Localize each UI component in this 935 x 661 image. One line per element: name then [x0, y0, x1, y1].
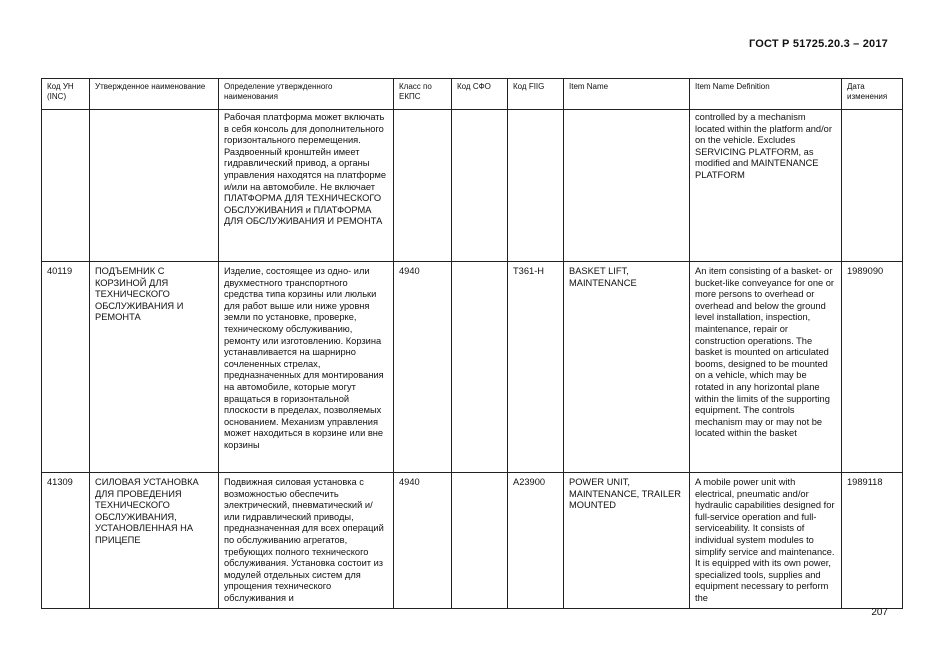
cell-approved-name: СИЛОВАЯ УСТАНОВКА ДЛЯ ПРОВЕДЕНИЯ ТЕХНИЧЕСКОГО ОБСЛУЖИВАНИЯ, УСТАНОВЛЕННАЯ НА ПРИЦЕПЕ: [90, 473, 219, 609]
document-standard-header: ГОСТ Р 51725.20.3 – 2017: [748, 38, 888, 50]
col-header-approved-name: Утвержденное наименование: [90, 79, 219, 110]
page-number: 207: [871, 607, 888, 618]
cell-change-date: 1989118: [842, 473, 903, 609]
col-header-item-name: Item Name: [564, 79, 690, 110]
cell-ekps-class: 4940: [394, 473, 452, 609]
cell-inc: 41309: [42, 473, 90, 609]
cell-item-name: POWER UNIT, MAINTENANCE, TRAILER MOUNTED: [564, 473, 690, 609]
col-header-inc: Код УН (INC): [42, 79, 90, 110]
cell-approved-name: [90, 110, 219, 262]
nomenclature-table: [41, 78, 903, 609]
cell-fiig-code: [508, 110, 564, 262]
cell-approved-name: ПОДЪЕМНИК С КОРЗИНОЙ ДЛЯ ТЕХНИЧЕСКОГО ОБСЛУЖИВАНИЯ И РЕМОНТА: [90, 262, 219, 473]
cell-item-name: [564, 110, 690, 262]
cell-definition-ru: Рабочая платформа может включать в себя консоль для дополнительного горизонтального перемещения. Раздвоенный кронштейн имеет гидравлический привод, а органы управления находятся на платформе и/или на автомобиле. Не включает ПЛАТФОРМА ДЛЯ ТЕХНИЧЕСКОГО ОБСЛУЖИВАНИЯ и ПЛАТФОРМА ДЛЯ ОБСЛУЖИВАНИЯ И РЕМОНТА: [219, 110, 394, 262]
cell-fiig-code: T361-H: [508, 262, 564, 473]
col-header-sfo-code: Код СФО: [452, 79, 508, 110]
cell-definition-ru: Подвижная силовая установка с возможностью обеспечить электрический, пневматический и/или гидравлический приводы, предназначенная для всех операций по обслуживанию агрегатов, требующих полного технического обслуживания. Установка состоит из модулей отдельных систем для упрощения технического обслуживания и: [219, 473, 394, 609]
table-header-row: [42, 79, 903, 110]
cell-sfo-code: [452, 473, 508, 609]
cell-definition-ru: Изделие, состоящее из одно- или двухместного транспортного средства типа корзины или люльки для работ выше или ниже уровня земли по установке, проверке, техническому обслуживанию, ремонту или изготовлению. Корзина устанавливается на шарнирно сочлененных стрелах, предназначенных для монтирования на автомобиле, которые могут вращаться в горизонтальной плоскости в пределах, позволяемых основанием. Механизм управления может находиться в корзине или вне корзины: [219, 262, 394, 473]
cell-inc: 40119: [42, 262, 90, 473]
cell-ekps-class: 4940: [394, 262, 452, 473]
col-header-fiig-code: Код FIIG: [508, 79, 564, 110]
cell-item-name-definition: An item consisting of a basket- or bucket-like conveyance for one or more persons to overhead or overhead and below the ground level installation, inspection, maintenance, repair or construction operations. The basket is mounted on articulated booms, designed to be mounted on a vehicle, which may be rotated in any horizontal plane within the limits of the supporting equipment. The controls mechanism may or may not be located within the basket: [690, 262, 842, 473]
cell-change-date: [842, 110, 903, 262]
cell-ekps-class: [394, 110, 452, 262]
col-header-ekps-class: Класс по ЕКПС: [394, 79, 452, 110]
col-header-change-date: Дата изменения: [842, 79, 903, 110]
table-row: [42, 473, 903, 609]
cell-sfo-code: [452, 262, 508, 473]
cell-inc: [42, 110, 90, 262]
cell-change-date: 1989090: [842, 262, 903, 473]
table-row: [42, 262, 903, 473]
cell-item-name: BASKET LIFT, MAINTENANCE: [564, 262, 690, 473]
col-header-definition-ru: Определение утвержденного наименования: [219, 79, 394, 110]
cell-fiig-code: A23900: [508, 473, 564, 609]
cell-sfo-code: [452, 110, 508, 262]
cell-item-name-definition: A mobile power unit with electrical, pneumatic and/or hydraulic capabilities designed for full-service operation and full-serviceability. It consists of individual system modules to simplify service and maintenance. It is equipped with its own power, specialized tools, supplies and equipment necessary to perform the: [690, 473, 842, 609]
cell-item-name-definition: controlled by a mechanism located within the platform and/or on the vehicle. Excludes SERVICING PLATFORM, as modified and MAINTENANCE PLATFORM: [690, 110, 842, 262]
table-row: [42, 110, 903, 262]
col-header-item-name-definition: Item Name Definition: [690, 79, 842, 110]
